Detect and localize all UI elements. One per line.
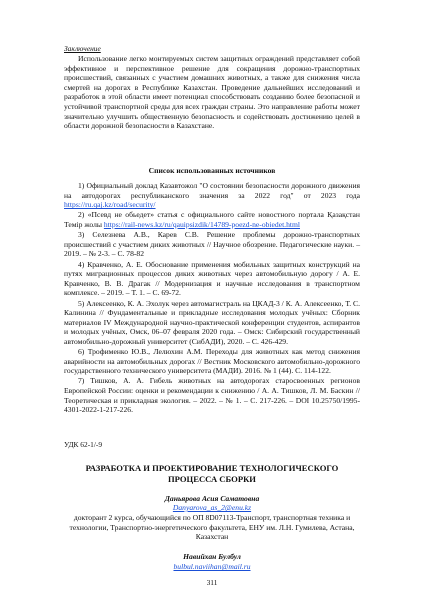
udc-code: УДК 62-1/-9 — [64, 440, 103, 449]
reference-item-2: 2) «Псевд не обьедет» статья с официального сайте новостного портала Қазақстан Темір жолы https://rail-news.kz/ru/qauipsizdik/14789-poezd-ne-obiedet.html — [64, 210, 360, 229]
reference-link-1[interactable]: https://ru.qaj.kz/road/security/ — [64, 200, 156, 210]
page-number: 311 — [206, 578, 218, 587]
conclusion-heading: Заключение — [64, 44, 101, 53]
author-affiliation-1: докторант 2 курса, обучающийся по ОП 8D07113-Транспорт, транспортная техника и технологии, Транспортно-энергетического факультета, ЕНУ им. Л.Н. Гумилева, Астана, Казахстан — [69, 513, 355, 542]
references-title: Список использованных источников — [148, 166, 276, 175]
article-title: РАЗРАБОТКА И ПРОЕКТИРОВАНИЕ ТЕХНОЛОГИЧЕСКОГО ПРОЦЕССА СБОРКИ — [85, 463, 339, 484]
reference-item-1: 1) Официальный доклад Казавтожол "О состоянии безопасности дорожного движения на автодорогах республиканского значения за 2022 год" от 2023 года https://ru.qaj.kz/road/security/ — [64, 181, 360, 210]
reference-link-2[interactable]: https://rail-news.kz/ru/qauipsizdik/14789-poezd-ne-obiedet.html — [103, 219, 300, 229]
author-email-link-1[interactable]: Danyarova_as_2@enu.kz — [172, 503, 252, 512]
reference-item-6: 6) Трофименко Ю.В., Лелюхин А.М. Переходы для животных как метод снижения аварийности на автомобильных дорогах // Вестник Московского автомобильно-дорожного государственного технического университета (МАДИ). 2016. № 1 (44). С. 114-122. — [64, 347, 360, 376]
conclusion-paragraph: Использование легко монтируемых систем защитных ограждений представляет собой эффективное и перспективное решение для сокращения дорожно-транспортных происшествий, связанных с участием домашних животных, а также для снижения числа смертей на дорогах в Республике Казахстан. Проведение дальнейших исследований и разработок в этой области имеет потенциал способствовать созданию более безопасной и устойчивой транспортной среды для всех граждан страны. Это направление работы может значительно улучшить общественную безопасность и содействовать достижению целей в области дорожной безопасности в Казахстане. — [64, 54, 360, 131]
author-name-1: Даньярова Асия Саматовна — [164, 494, 260, 503]
author-email-1 — [64, 503, 360, 513]
reference-item-7: 7) Тишков, А. А. Гибель животных на автодорогах старосвоенных регионов Европейской России: оценки и рекомендации к снижению / А. А. Тишков, Л. М. Баскин // Теоретическая и прикладная экология. – 2022. – № 1. – С. 217-226. – DOI 10.25750/1995-4301-2022-1-217-226. — [64, 376, 360, 415]
reference-item-4: 4) Кравченко, А. Е. Обоснование применения мобильных защитных конструкций на путях миграционных процессов диких животных через автомобильную дорогу / А. Е. Кравченко, В. В. Драгак // Модернизация и научные исследования в транспортном комплексе. – 2019. – Т. 1. – С. 69-72. — [64, 259, 360, 298]
author-name-2: Навийхан Булбул — [183, 552, 241, 561]
author-email-link-2[interactable]: bulbul.naviihan@mail.ru — [173, 562, 251, 571]
author-email-2 — [64, 562, 360, 572]
reference-item-3: 3) Селезнева А.В., Карев С.В. Решение проблемы дорожно-транспортных происшествий с участием диких животных // Научное обозрение. Педагогические науки. – 2019. – № 2-3. – С. 78-82 — [64, 230, 360, 259]
references-list — [64, 181, 360, 415]
reference-item-5: 5) Алексеенко, К. А. Эхолук через автомагистраль на ЦКАД-3 / К. А. Алексеенко, Т. С. Калинина // Фундаментальные и прикладные исследования молодых учёных: Сборник материалов IV Международной научно-практической конференции студентов, аспирантов и молодых учёных, Омск, 06–07 февраля 2020 года. – Омск: Сибирский государственный автомобильно-дорожный университет (СибАДИ), 2020. – С. 426-429. — [64, 298, 360, 346]
